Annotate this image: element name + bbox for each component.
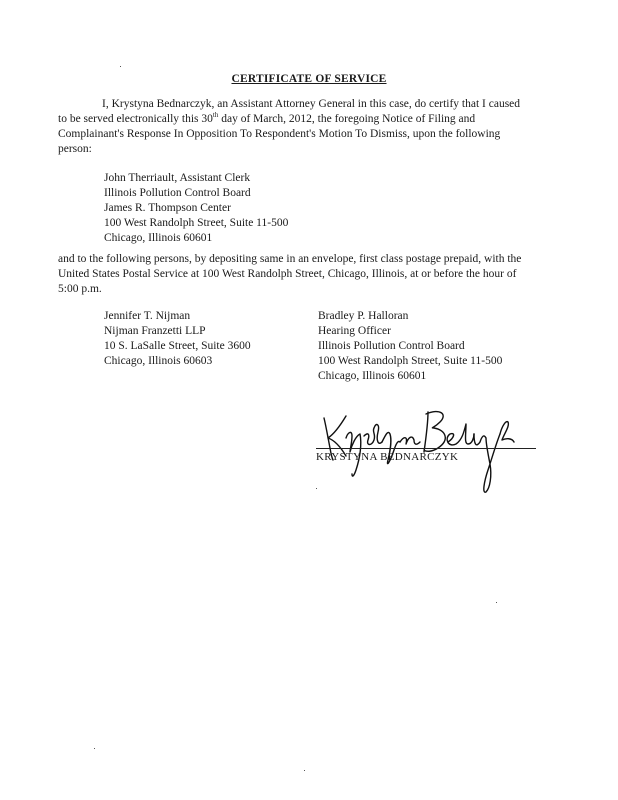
- signature-block: [316, 404, 541, 499]
- address-line: Chicago, Illinois 60601: [104, 232, 213, 244]
- address-line: Chicago, Illinois 60603: [104, 355, 213, 367]
- nijman-address-block: [104, 309, 251, 369]
- halloran-address-block: [318, 309, 502, 384]
- address-line: Bradley P. Halloran: [318, 310, 409, 322]
- address-line: Nijman Franzetti LLP: [104, 325, 206, 337]
- address-line: James R. Thompson Center: [104, 202, 231, 214]
- address-line: Chicago, Illinois 60601: [318, 370, 427, 382]
- document-title: CERTIFICATE OF SERVICE: [231, 73, 387, 85]
- certification-text-start: I, Krystyna Bednarczyk, an Assistant Attorney General in this case, do certify that I caused to be served electronically this 30: [58, 98, 521, 125]
- address-line: Illinois Pollution Control Board: [104, 187, 251, 199]
- scan-speck: [496, 602, 497, 603]
- certification-paragraph: [58, 97, 528, 157]
- signatory-name: KRYSTYNA BEDNARCZYK: [316, 451, 459, 463]
- address-line: 100 West Randolph Street, Suite 11-500: [104, 217, 289, 229]
- address-line: John Therriault, Assistant Clerk: [104, 172, 251, 184]
- scan-speck: [120, 66, 121, 67]
- address-line: 100 West Randolph Street, Suite 11-500: [318, 355, 503, 367]
- signature-line: [316, 448, 536, 449]
- scan-speck: [94, 748, 95, 749]
- address-line: Illinois Pollution Control Board: [318, 340, 465, 352]
- scan-speck: [304, 770, 305, 771]
- mailing-paragraph: and to the following persons, by depositing same in an envelope, first class postage prepaid, with the United States Postal Service at 100 West Randolph Street, Chicago, Illinois, at or before the hour of 5:00 p.m.: [58, 253, 522, 295]
- address-line: Jennifer T. Nijman: [104, 310, 191, 322]
- ordinal-suffix: th: [212, 111, 219, 120]
- clerk-address-block: [104, 171, 288, 246]
- certification-text-end: day of March, 2012, the foregoing Notice of Filing and Complainant's Response In Opposition To Respondent's Motion To Dismiss, upon the following person:: [58, 113, 501, 155]
- address-line: 10 S. LaSalle Street, Suite 3600: [104, 340, 251, 352]
- scan-speck: [316, 488, 317, 489]
- address-line: Hearing Officer: [318, 325, 391, 337]
